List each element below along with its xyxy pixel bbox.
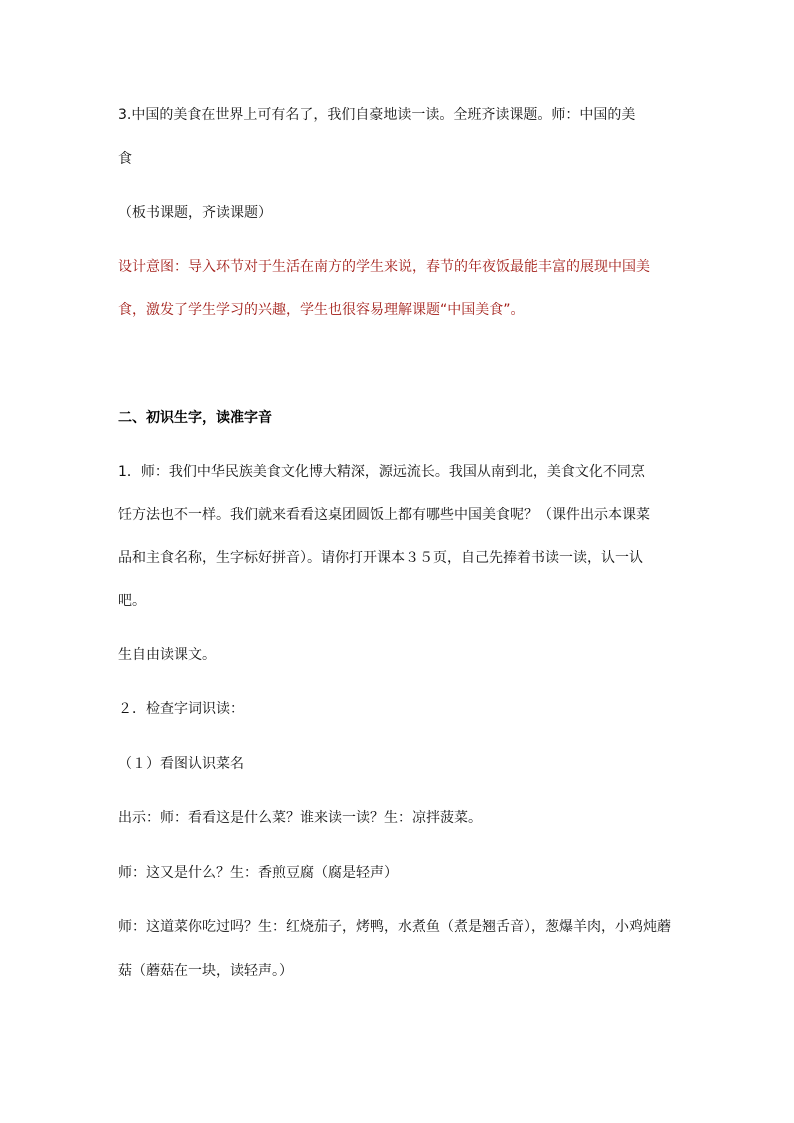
paragraph-teacher-line-3: 品和主食名称，生字标好拼音）。请你打开课本３５页，自己先捧着书读一读，认一认 <box>118 550 643 566</box>
section-heading: 二、初识生字，读准字音 <box>118 410 272 426</box>
paragraph-board-title: （板书课题，齐读课题） <box>118 205 272 221</box>
paragraph-show-dish-1: 出示：师：看看这是什么菜？谁来读一读？生：凉拌菠菜。 <box>118 810 482 826</box>
paragraph-intro-line-1: 3.中国的美食在世界上可有名了，我们自豪地读一读。全班齐读课题。师：中国的美 <box>118 107 636 123</box>
design-intent-line-1: 设计意图：导入环节对于生活在南方的学生来说，春节的年夜饭最能丰富的展现中国美 <box>118 259 650 275</box>
paragraph-show-dish-2: 师：这又是什么？生：香煎豆腐（腐是轻声） <box>118 865 398 881</box>
paragraph-free-reading: 生自由读课文。 <box>118 647 216 663</box>
paragraph-teacher-line-4: 吧。 <box>118 593 146 609</box>
paragraph-dishes-line-1: 师：这道菜你吃过吗？生：红烧茄子，烤鸭，水煮鱼（煮是翘舌音），葱爆羊肉，小鸡炖蘑 <box>118 919 671 935</box>
paragraph-dishes-line-2: 菇（蘑菇在一块，读轻声。） <box>118 963 293 979</box>
design-intent-line-2: 食，激发了学生学习的兴趣，学生也很容易理解课题“中国美食”。 <box>118 302 525 318</box>
paragraph-see-picture: （１）看图认识菜名 <box>118 756 244 772</box>
paragraph-teacher-line-2: 饪方法也不一样。我们就来看看这桌团圆饭上都有哪些中国美食呢？（课件出示本课菜 <box>118 507 650 523</box>
paragraph-teacher-line-1: 1．师：我们中华民族美食文化博大精深，源远流长。我国从南到北，美食文化不同烹 <box>118 464 645 480</box>
paragraph-check-words: ２．检查字词识读： <box>118 701 244 717</box>
paragraph-intro-line-2: 食 <box>118 151 132 167</box>
